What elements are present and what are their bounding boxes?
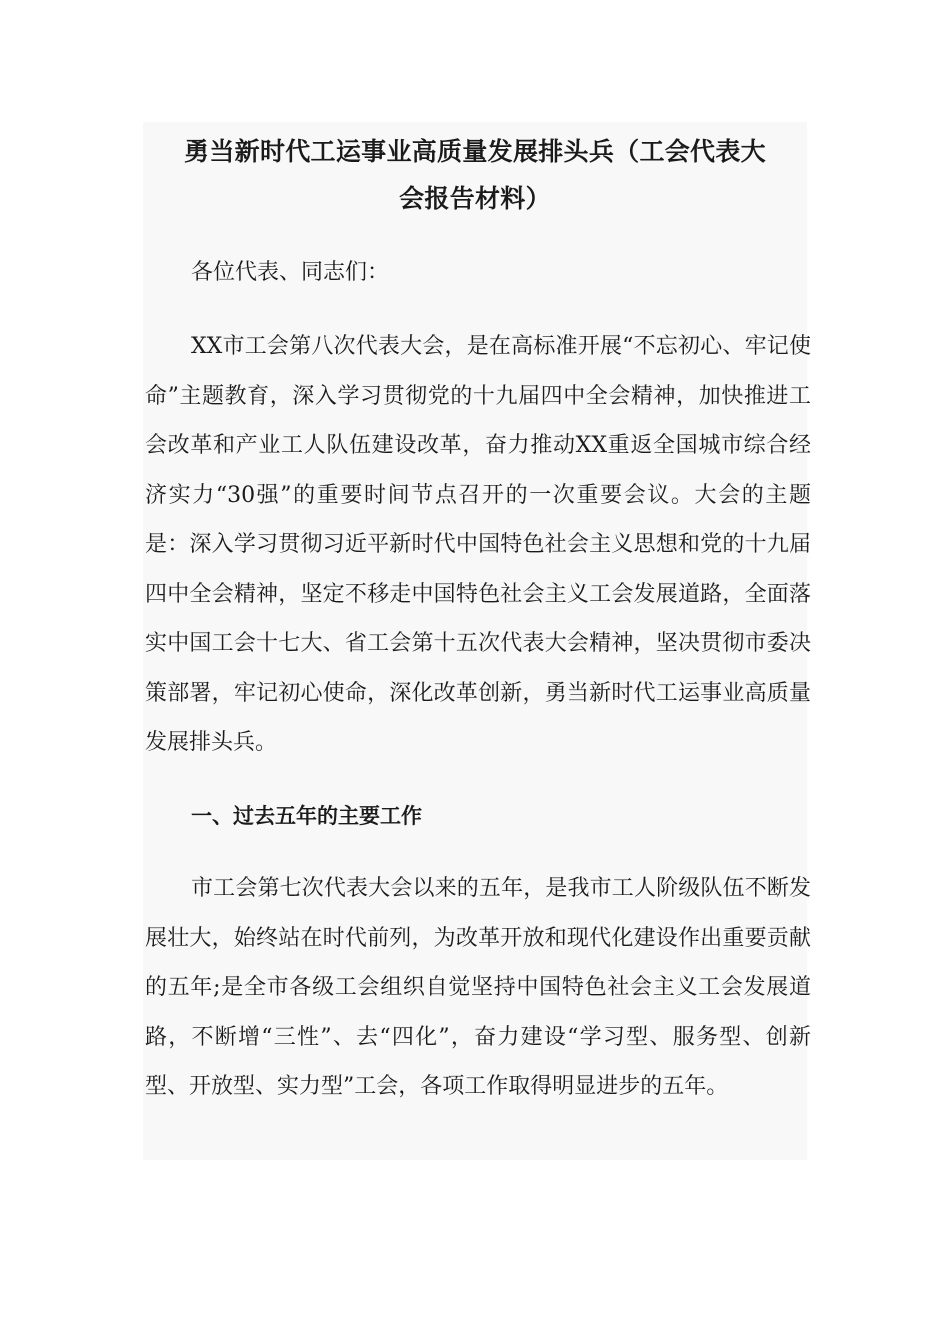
title-line-2: 会报告材料） — [399, 184, 551, 213]
salutation: 各位代表、同志们： — [191, 260, 390, 285]
title-line-1: 勇当新时代工运事业高质量发展排头兵（工会代表大 — [184, 137, 766, 166]
paragraph-past-five-years: 市工会第七次代表大会以来的五年，是我市工人阶级队伍不断发展壮大，始终站在时代前列，为改革开放和现代化建设作出重要贡献的五年;是全市各级工会组织自觉坚持中国特色社会主义工会发展道路，不断增“三性”、去“四化”，奋力建设“学习型、服务型、创新型、开放型、实力型”工会，各项工作取得明显进步的五年。 — [145, 876, 811, 1099]
paragraph-intro: XX市工会第八次代表大会，是在高标准开展“不忘初心、牢记使命”主题教育，深入学习贯彻党的十九届四中全会精神，加快推进工会改革和产业工人队伍建设改革，奋力推动XX重返全国城市综合经济实力“30强”的重要时间节点召开的一次重要会议。大会的主题是：深入学习贯彻习近平新时代中国特色社会主义思想和党的十九届四中全会精神，坚定不移走中国特色社会主义工会发展道路，全面落实中国工会十七大、省工会第十五次代表大会精神，坚决贯彻市委决策部署，牢记初心使命，深化改革创新，勇当新时代工运事业高质量发展排头兵。 — [145, 334, 811, 755]
document-title — [143, 128, 807, 222]
section-heading: 一、过去五年的主要工作 — [191, 804, 422, 828]
